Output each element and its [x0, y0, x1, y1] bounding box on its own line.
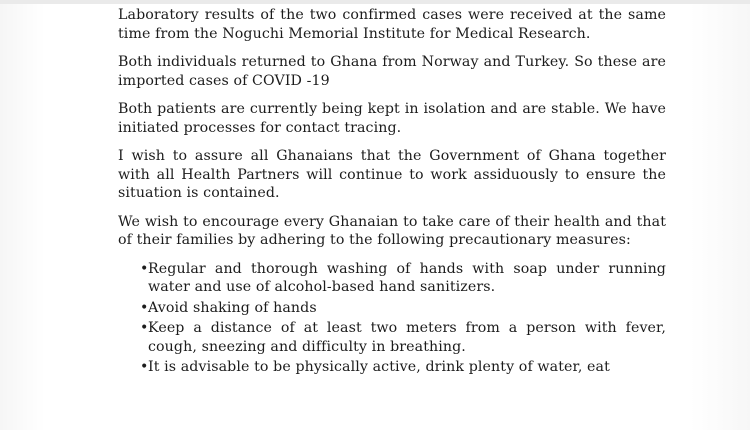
paragraph-precautionary-intro: We wish to encourage every Ghanaian to take care of their health and that of their families by adhering to the following precautionary measures:	[118, 213, 666, 248]
list-item	[118, 299, 666, 318]
bullet-text-avoid-handshake: Avoid shaking of hands	[148, 299, 317, 316]
list-item	[118, 260, 666, 297]
precaution-list	[118, 260, 666, 377]
bullet-text-hand-washing: Regular and thorough washing of hands with soap under running water and use of alcohol-based hand sanitizers.	[148, 260, 666, 295]
bullet-text-keep-distance: Keep a distance of at least two meters from a person with fever, cough, sneezing and difficulty in breathing.	[148, 320, 666, 355]
page-top-edge	[0, 0, 750, 4]
list-item	[118, 358, 666, 377]
paragraph-government-assurance: I wish to assure all Ghanaians that the Government of Ghana together with all Health Partners will continue to work assiduously to ensure the situation is contained.	[118, 148, 666, 201]
bullet-icon: •	[140, 359, 149, 375]
list-item	[118, 319, 666, 356]
paragraph-lab-results: Laboratory results of the two confirmed cases were received at the same time from the Noguchi Memorial Institute for Medical Research.	[118, 7, 666, 42]
paragraph-isolation: Both patients are currently being kept in isolation and are stable. We have initiated processes for contact tracing.	[118, 101, 666, 136]
bullet-icon: •	[140, 320, 149, 336]
bullet-icon: •	[140, 299, 149, 316]
bullet-text-physical-activity: It is advisable to be physically active, drink plenty of water, eat	[148, 359, 610, 375]
bullet-icon: •	[140, 260, 149, 277]
paragraph-imported-cases: Both individuals returned to Ghana from Norway and Turkey. So these are imported cases of COVID -19	[118, 54, 666, 89]
document-body	[118, 6, 666, 379]
